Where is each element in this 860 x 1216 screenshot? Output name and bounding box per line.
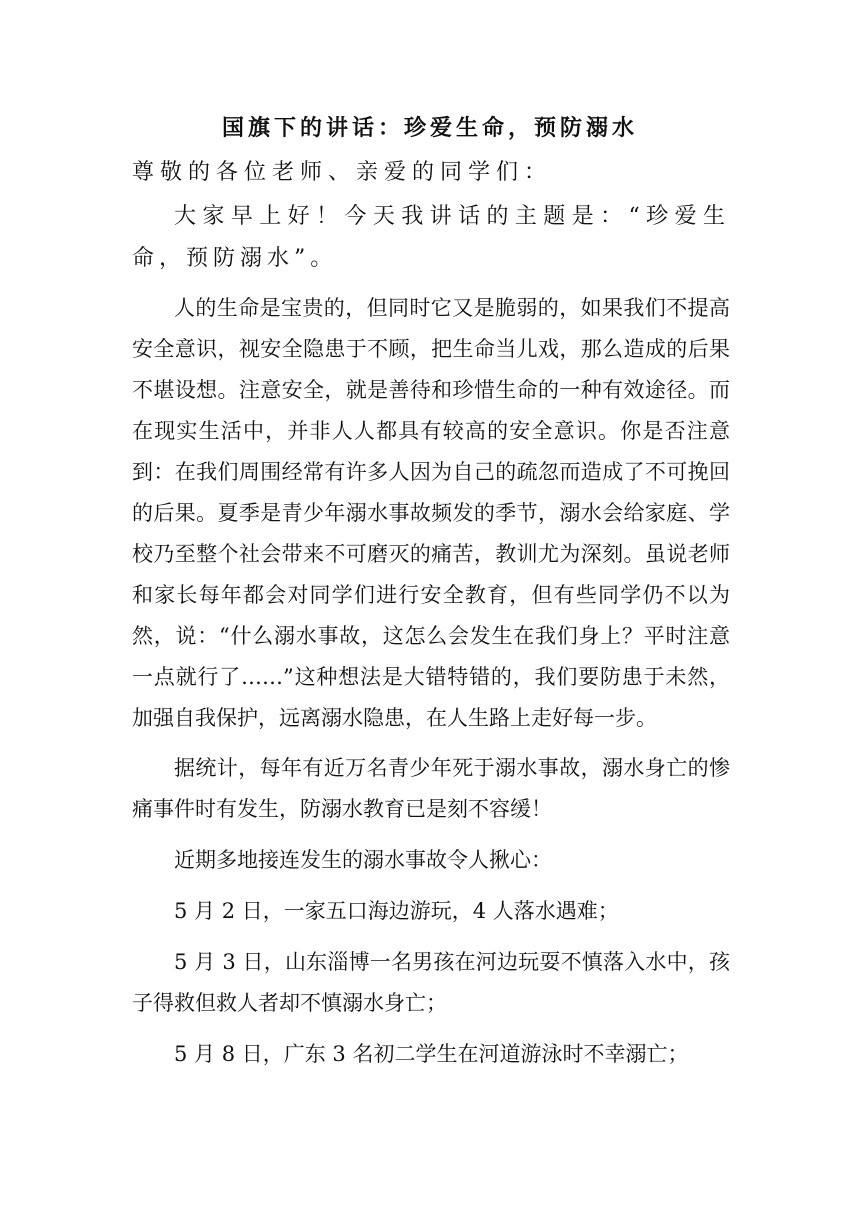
salutation: 尊敬的各位老师、亲爱的同学们： — [132, 160, 553, 185]
paragraph-incident-may-8: 5 月 8 日，广东 3 名初二学生在河道游泳时不幸溺亡； — [174, 1042, 689, 1066]
paragraph-recent-incidents: 近期多地接连发生的溺水事故令人揪心： — [174, 848, 552, 872]
paragraph-incident-may-2: 5 月 2 日，一家五口海边游玩，4 人落水遇难； — [174, 899, 619, 923]
paragraph-greeting: 大家早上好！今天我讲话的主题是：“珍爱生命，预防溺水”。 — [132, 204, 730, 271]
paragraph-incident-may-3: 5 月 3 日，山东淄博一名男孩在河边玩耍不慎落入水中，孩子得救但救人者却不慎溺水身亡； — [132, 950, 730, 1015]
document-title: 国旗下的讲话：珍爱生命，预防溺水 — [221, 116, 638, 141]
paragraph-statistics: 据统计，每年有近万名青少年死于溺水事故，溺水身亡的惨痛事件时有发生，防溺水教育已是刻不容缓！ — [132, 756, 730, 821]
paragraph-body: 人的生命是宝贵的，但同时它又是脆弱的，如果我们不提高安全意识，视安全隐患于不顾，把生命当儿戏，那么造成的后果不堪设想。注意安全，就是善待和珍惜生命的一种有效途径。而在现实生活中，并非人人都具有较高的安全意识。你是否注意到：在我们周围经常有许多人因为自己的疏忽而造成了不可挽回的后果。夏季是青少年溺水事故频发的季节，溺水会给家庭、学校乃至整个社会带来不可磨灭的痛苦，教训尤为深刻。虽说老师和家长每年都会对同学们进行安全教育，但有些同学仍不以为然，说：“什么溺水事故，这怎么会发生在我们身上？平时注意一点就行了……”这种想法是大错特错的，我们要防患于未然，加强自我保护，远离溺水隐患，在人生路上走好每一步。 — [132, 296, 730, 730]
